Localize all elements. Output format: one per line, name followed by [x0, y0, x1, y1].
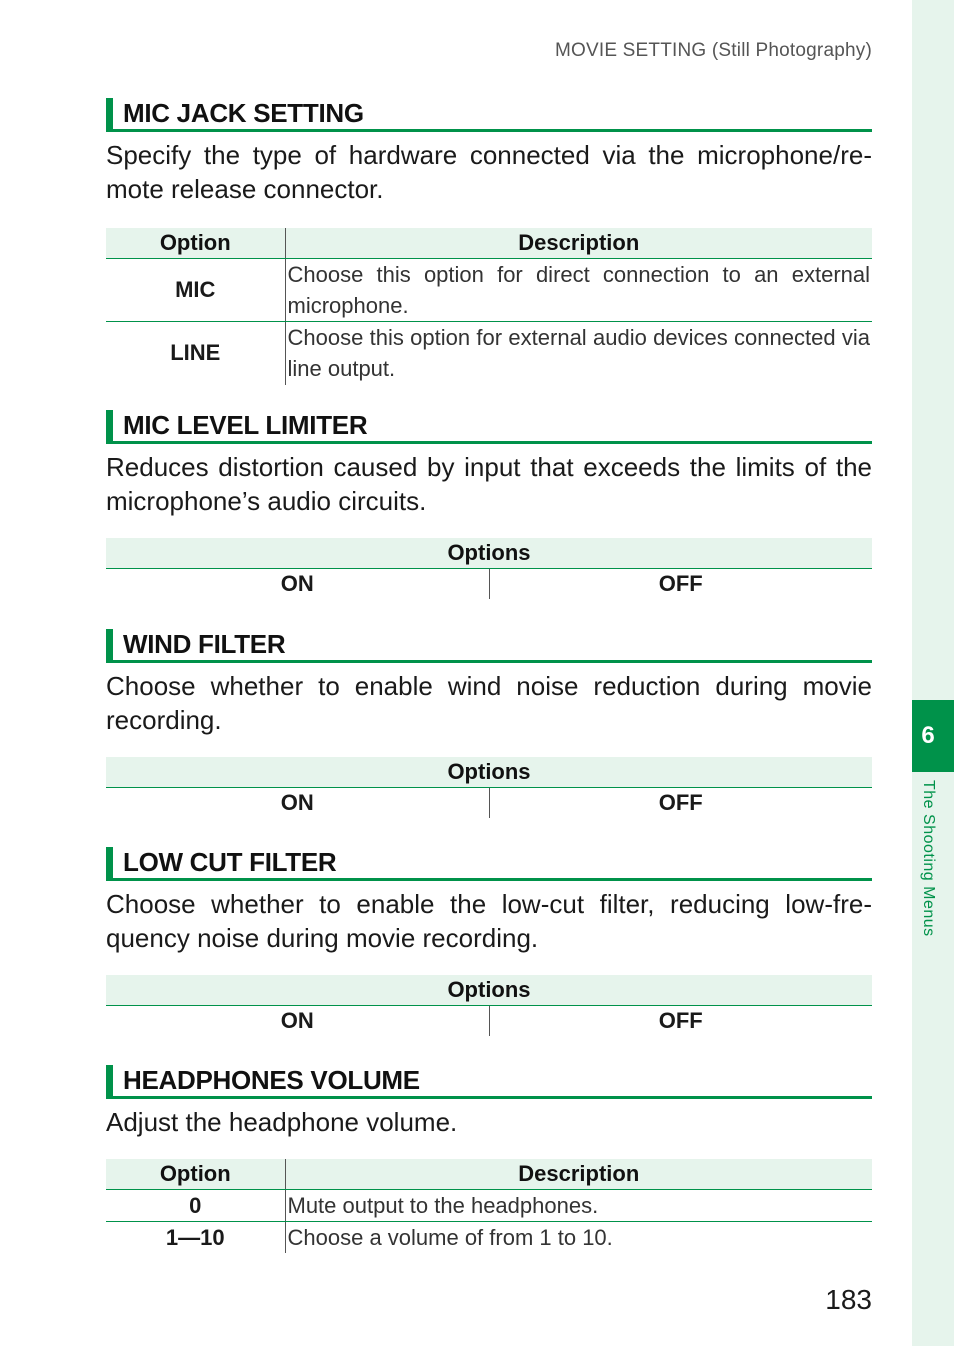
column-header-option: Option: [106, 228, 285, 259]
chapter-title: The Shooting Menus: [920, 780, 937, 937]
options-table: [106, 975, 872, 1036]
option-off: OFF: [489, 569, 872, 600]
options-header: Options: [106, 975, 872, 1006]
section-description: Reduces distortion caused by input that exceeds the limits of the microphone’s audio circuits.: [106, 452, 872, 516]
section-title: WIND FILTER: [123, 629, 286, 659]
option-description: Choose this option for direct connection to an external microphone.: [285, 259, 872, 322]
option-description: Mute output to the headphones.: [285, 1190, 872, 1222]
section-heading: [106, 1065, 872, 1099]
option-on: ON: [280, 571, 314, 596]
section-low-cut-filter: [106, 847, 872, 1036]
option-name: MIC: [106, 259, 285, 322]
option-off: OFF: [489, 1006, 872, 1037]
options-table: [106, 538, 872, 599]
option-description: Choose this option for external audio devices connected via line output.: [285, 322, 872, 385]
section-description: Specify the type of hardware connected via the microphone/remote release connector.: [106, 140, 872, 204]
section-heading: [106, 98, 872, 132]
options-table: [106, 1159, 872, 1253]
section-heading: [106, 847, 872, 881]
option-description: Choose a volume of from 1 to 10.: [285, 1222, 872, 1254]
section-wind-filter: [106, 629, 872, 818]
section-title: HEADPHONES VOLUME: [123, 1065, 420, 1095]
options-header: Options: [106, 538, 872, 569]
chapter-number-tab[interactable]: 6: [912, 700, 954, 772]
option-off: OFF: [489, 788, 872, 819]
section-title: MIC JACK SETTING: [123, 98, 364, 128]
heading-accent-bar: [106, 98, 113, 132]
page-number: 183: [825, 1284, 872, 1315]
section-headphones-volume: [106, 1065, 872, 1253]
running-head: MOVIE SETTING (Still Photography): [554, 40, 872, 61]
section-description: Adjust the headphone volume.: [106, 1107, 458, 1137]
section-heading: [106, 410, 872, 444]
section-description: Choose whether to enable wind noise reduction during movie recording.: [106, 671, 872, 735]
table-row: [106, 322, 872, 385]
options-header: Options: [106, 757, 872, 788]
option-on: ON: [280, 1008, 314, 1033]
section-heading: [106, 629, 872, 663]
column-header-description: Description: [285, 1159, 872, 1190]
heading-accent-bar: [106, 410, 113, 444]
section-title: MIC LEVEL LIMITER: [123, 410, 368, 440]
section-mic-jack-setting: [106, 98, 872, 385]
option-name: LINE: [170, 340, 221, 366]
section-title: LOW CUT FILTER: [123, 847, 337, 877]
option-name: 0: [106, 1190, 285, 1222]
table-row: [106, 1222, 872, 1254]
chapter-side-tab: [912, 0, 954, 1346]
table-row: [106, 1190, 872, 1222]
heading-accent-bar: [106, 629, 113, 663]
heading-accent-bar: [106, 847, 113, 881]
section-mic-level-limiter: [106, 410, 872, 599]
table-row: [106, 259, 872, 322]
column-header-option: Option: [106, 1159, 285, 1190]
options-table: [106, 228, 872, 385]
column-header-description: Description: [285, 228, 872, 259]
option-name: 1—10: [165, 1224, 225, 1250]
section-description: Choose whether to enable the low-cut filter, reducing low-frequency noise during movie recording.: [106, 889, 872, 953]
options-table: [106, 757, 872, 818]
option-on: ON: [280, 790, 314, 815]
heading-accent-bar: [106, 1065, 113, 1099]
